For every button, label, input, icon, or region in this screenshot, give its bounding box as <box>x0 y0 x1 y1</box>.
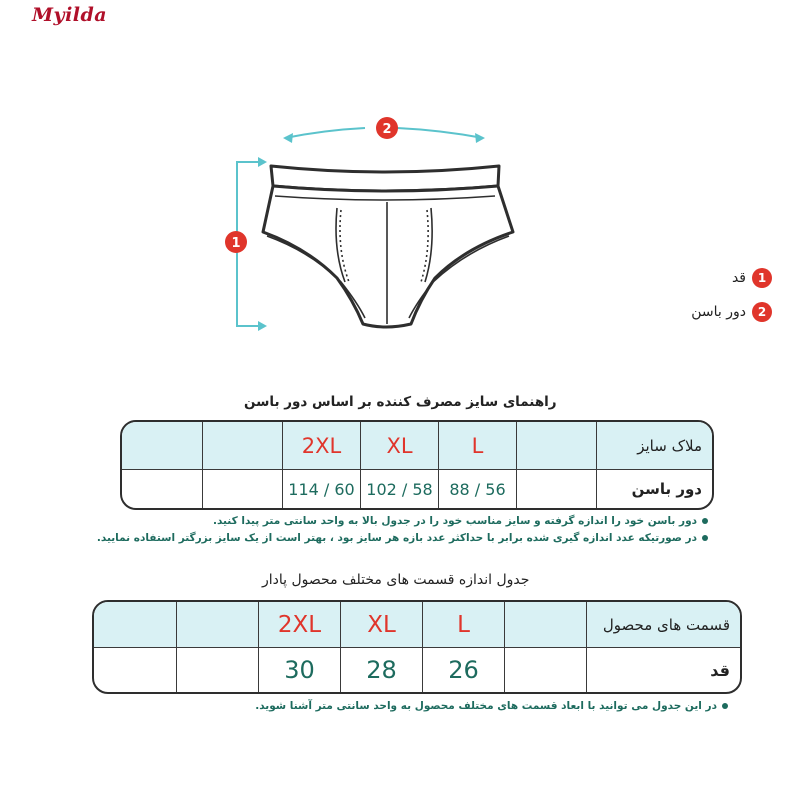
empty-cell <box>176 602 258 647</box>
size-xl: XL <box>340 602 422 647</box>
value-2xl: 30 <box>258 648 340 692</box>
empty-cell <box>504 602 586 647</box>
value-xl: 102 / 58 <box>360 470 438 508</box>
note-item: در صورتیکه عدد اندازه گیری شده برابر با حداکثر عدد بازه هر سایز بود ، بهتر است از یک سایز بزرگتر استفاده نمایید. <box>97 530 708 547</box>
empty-cell <box>202 470 282 508</box>
empty-cell <box>94 648 176 692</box>
legend-number: 2 <box>752 302 772 322</box>
note-item: دور باسن خود را اندازه گرفته و سایز مناسب خود را در جدول بالا به واحد سانتی متر پیدا کنید. <box>97 513 708 530</box>
size-2xl: 2XL <box>258 602 340 647</box>
empty-cell <box>94 602 176 647</box>
size-l: L <box>438 422 516 469</box>
value-l: 88 / 56 <box>438 470 516 508</box>
table2-notes <box>255 698 728 715</box>
header-label: قسمت های محصول <box>586 602 740 647</box>
table2-title: جدول اندازه قسمت های مختلف محصول پادار <box>262 572 530 588</box>
table-row <box>94 648 740 692</box>
empty-cell <box>504 648 586 692</box>
legend-item-hip <box>691 302 772 322</box>
empty-cell <box>122 470 202 508</box>
table1-title: راهنمای سایز مصرف کننده بر اساس دور باسن <box>244 394 557 410</box>
table1-notes <box>97 513 708 547</box>
garment-diagram <box>215 110 525 340</box>
empty-cell <box>202 422 282 469</box>
value-2xl: 114 / 60 <box>282 470 360 508</box>
marker-2-label: 2 <box>382 122 392 137</box>
empty-cell <box>516 422 596 469</box>
note-item: در این جدول می توانید با ابعاد قسمت های مختلف محصول به واحد سانتی متر آشنا شوید. <box>255 698 728 715</box>
legend-label: دور باسن <box>691 304 746 320</box>
value-xl: 28 <box>340 648 422 692</box>
size-xl: XL <box>360 422 438 469</box>
row-label: دور باسن <box>596 470 712 508</box>
brand-logo: Myilda <box>32 4 108 26</box>
legend-label: قد <box>731 270 746 286</box>
size-2xl: 2XL <box>282 422 360 469</box>
bullet-icon <box>702 518 708 524</box>
header-label: ملاک سایز <box>596 422 712 469</box>
value-l: 26 <box>422 648 504 692</box>
table-header-row <box>122 422 712 470</box>
empty-cell <box>516 470 596 508</box>
legend-number: 1 <box>752 268 772 288</box>
empty-cell <box>122 422 202 469</box>
legend-item-height <box>732 268 772 288</box>
size-l: L <box>422 602 504 647</box>
table-row <box>122 470 712 508</box>
size-guide-table <box>120 420 714 510</box>
empty-cell <box>176 648 258 692</box>
product-measurements-table <box>92 600 742 694</box>
row-label: قد <box>586 648 740 692</box>
table-header-row <box>94 602 740 648</box>
marker-1-label: 1 <box>231 236 241 251</box>
bullet-icon <box>702 535 708 541</box>
bullet-icon <box>722 703 728 709</box>
